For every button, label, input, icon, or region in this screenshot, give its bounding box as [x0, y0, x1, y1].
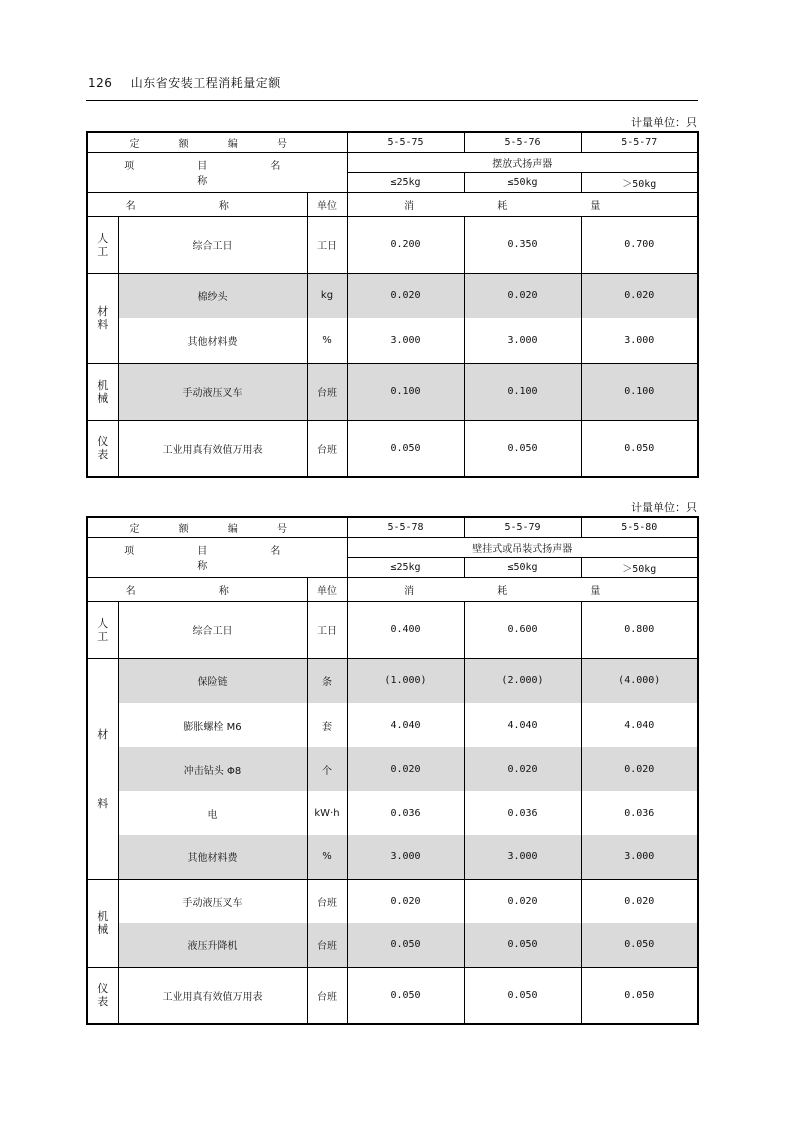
value-cell: 0.050: [464, 967, 581, 1024]
value-cell: 0.050: [581, 967, 698, 1024]
quota-label: 定 额 编 号: [87, 132, 347, 152]
page-number: 126: [88, 76, 113, 90]
value-cell: 0.050: [464, 923, 581, 967]
value-cell: 0.050: [581, 420, 698, 477]
value-cell: 0.020: [464, 273, 581, 318]
value-cell: 3.000: [581, 835, 698, 879]
item-row-name: 手动液压叉车: [118, 879, 307, 923]
code-1: 5-5-78: [347, 517, 464, 537]
item-row-unit: %: [307, 318, 347, 363]
value-cell: 0.800: [581, 601, 698, 658]
item-row-name: 其他材料费: [118, 318, 307, 363]
item-row-unit: 台班: [307, 363, 347, 420]
value-cell: 3.000: [581, 318, 698, 363]
code-3: 5-5-77: [581, 132, 698, 152]
item-row-name: 工业用真有效值万用表: [118, 967, 307, 1024]
unit-label-1: 计量单位：只: [631, 116, 697, 129]
value-cell: 0.200: [347, 216, 464, 273]
col-consumption-header: 消 耗 量: [347, 192, 698, 216]
category-material: 材 料: [87, 658, 118, 879]
unit-label-2: 计量单位：只: [631, 501, 697, 514]
value-cell: 0.020: [347, 879, 464, 923]
page-header: [88, 74, 281, 91]
item-name: 摆放式扬声器: [347, 152, 698, 172]
spec-3: ＞50kg: [581, 557, 698, 577]
quota-label: 定 额 编 号: [87, 517, 347, 537]
value-cell: 3.000: [347, 318, 464, 363]
item-row-name: 膨胀螺栓 M6: [118, 703, 307, 747]
value-cell: 0.100: [581, 363, 698, 420]
value-cell: 0.600: [464, 601, 581, 658]
item-row-unit: %: [307, 835, 347, 879]
value-cell: 0.036: [581, 791, 698, 835]
value-cell: 0.020: [581, 747, 698, 791]
value-cell: 0.100: [464, 363, 581, 420]
value-cell: 0.020: [581, 879, 698, 923]
value-cell: 3.000: [464, 318, 581, 363]
item-label: 项 目 名 称: [87, 152, 347, 192]
item-row-unit: 条: [307, 658, 347, 703]
item-row-name: 冲击钻头 Φ8: [118, 747, 307, 791]
value-cell: 0.050: [464, 420, 581, 477]
item-row-name: 电: [118, 791, 307, 835]
value-cell: 0.020: [464, 747, 581, 791]
value-cell: 0.350: [464, 216, 581, 273]
code-1: 5-5-75: [347, 132, 464, 152]
value-cell: 4.040: [581, 703, 698, 747]
value-cell: 3.000: [464, 835, 581, 879]
item-row-unit: 个: [307, 747, 347, 791]
value-cell: 4.040: [347, 703, 464, 747]
code-3: 5-5-80: [581, 517, 698, 537]
category-labor: 人 工: [87, 601, 118, 658]
header-rule: [86, 100, 698, 101]
item-row-unit: 套: [307, 703, 347, 747]
category-instrument: 仪 表: [87, 967, 118, 1024]
value-cell: 0.020: [347, 747, 464, 791]
item-row-unit: kg: [307, 273, 347, 318]
spec-3: ＞50kg: [581, 172, 698, 192]
value-cell: 0.020: [464, 879, 581, 923]
value-cell: 0.050: [347, 967, 464, 1024]
value-cell: (1.000): [347, 658, 464, 703]
category-machine: 机 械: [87, 879, 118, 967]
item-row-unit: 工日: [307, 601, 347, 658]
item-row-name: 综合工日: [118, 601, 307, 658]
item-label: 项 目 名 称: [87, 537, 347, 577]
col-unit-header: 单位: [307, 192, 347, 216]
col-consumption-header: 消 耗 量: [347, 577, 698, 601]
category-instrument: 仪 表: [87, 420, 118, 477]
category-machine: 机 械: [87, 363, 118, 420]
spec-1: ≤25kg: [347, 557, 464, 577]
quota-table-2: [86, 516, 699, 1025]
value-cell: (4.000): [581, 658, 698, 703]
col-name-header: 名 称: [87, 577, 307, 601]
code-2: 5-5-79: [464, 517, 581, 537]
value-cell: 0.050: [581, 923, 698, 967]
item-row-unit: 工日: [307, 216, 347, 273]
book-title: 山东省安装工程消耗量定额: [130, 76, 281, 90]
code-2: 5-5-76: [464, 132, 581, 152]
value-cell: 0.050: [347, 420, 464, 477]
item-row-name: 工业用真有效值万用表: [118, 420, 307, 477]
item-row-name: 其他材料费: [118, 835, 307, 879]
category-labor: 人 工: [87, 216, 118, 273]
item-row-name: 棉纱头: [118, 273, 307, 318]
item-row-name: 保险链: [118, 658, 307, 703]
item-row-unit: 台班: [307, 923, 347, 967]
item-row-name: 手动液压叉车: [118, 363, 307, 420]
value-cell: 0.036: [464, 791, 581, 835]
value-cell: 0.020: [581, 273, 698, 318]
value-cell: 0.100: [347, 363, 464, 420]
value-cell: 4.040: [464, 703, 581, 747]
item-row-unit: kW·h: [307, 791, 347, 835]
item-row-unit: 台班: [307, 420, 347, 477]
col-unit-header: 单位: [307, 577, 347, 601]
value-cell: 3.000: [347, 835, 464, 879]
spec-1: ≤25kg: [347, 172, 464, 192]
value-cell: 0.020: [347, 273, 464, 318]
item-row-name: 液压升降机: [118, 923, 307, 967]
item-row-name: 综合工日: [118, 216, 307, 273]
value-cell: 0.400: [347, 601, 464, 658]
value-cell: 0.700: [581, 216, 698, 273]
quota-table-1: [86, 131, 699, 478]
value-cell: (2.000): [464, 658, 581, 703]
value-cell: 0.036: [347, 791, 464, 835]
spec-2: ≤50kg: [464, 557, 581, 577]
col-name-header: 名 称: [87, 192, 307, 216]
value-cell: 0.050: [347, 923, 464, 967]
item-row-unit: 台班: [307, 879, 347, 923]
item-name: 壁挂式或吊装式扬声器: [347, 537, 698, 557]
spec-2: ≤50kg: [464, 172, 581, 192]
category-material: 材 料: [87, 273, 118, 363]
item-row-unit: 台班: [307, 967, 347, 1024]
